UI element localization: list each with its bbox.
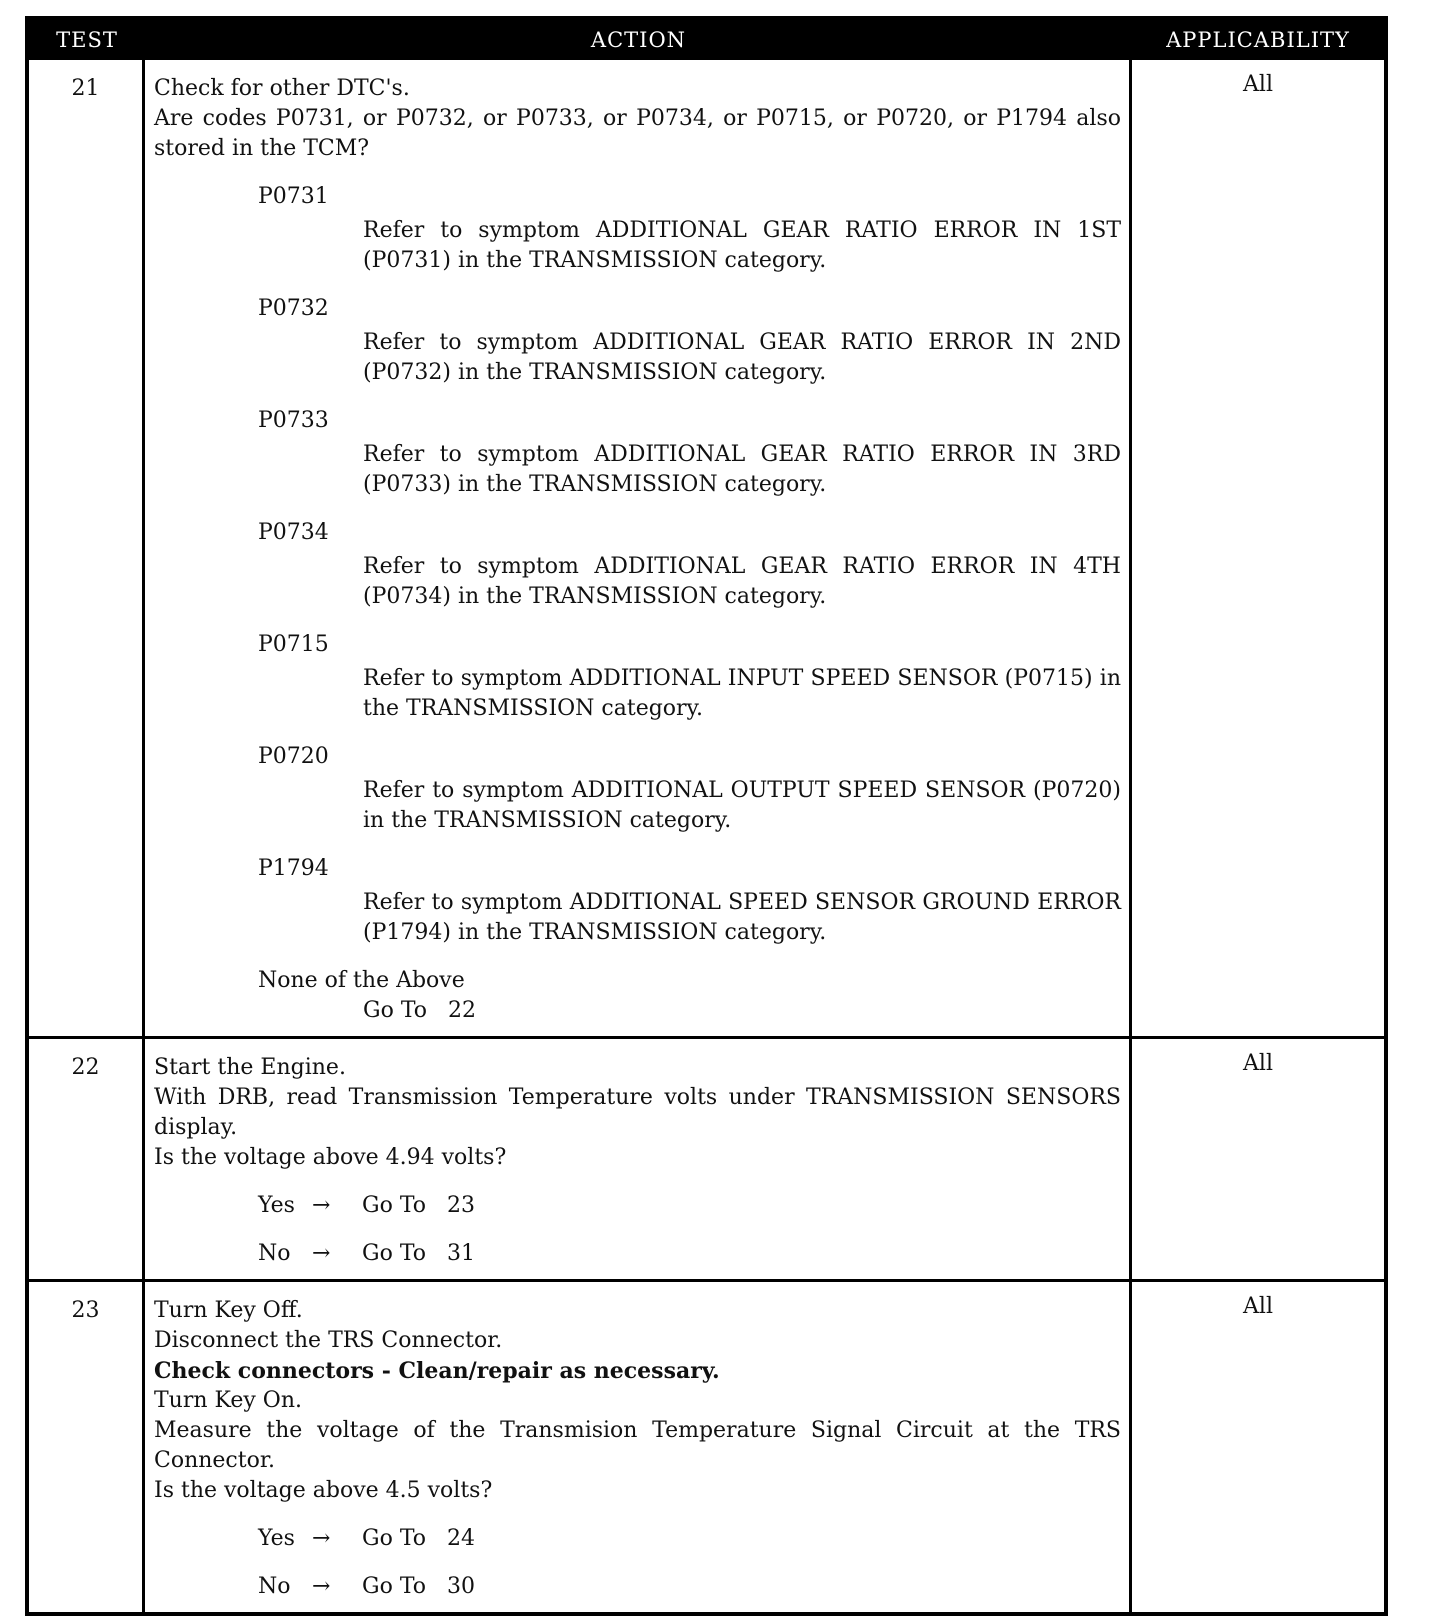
action-line: Is the voltage above 4.5 volts? [154, 1478, 493, 1503]
answer-key: No [258, 1574, 291, 1599]
dtc-reference: Refer to symptom ADDITIONAL OUTPUT SPEED SENSOR (P0720) in the TRANSMISSION category. [363, 778, 1121, 833]
answer-yes [258, 1191, 1121, 1221]
action-line: Start the Engine. [154, 1055, 346, 1080]
table-row [29, 1279, 1384, 1612]
answer-key: Yes [258, 1526, 295, 1551]
action-cell [145, 1039, 1132, 1279]
dtc-code: P0733 [258, 408, 329, 433]
applicability-value: All [1243, 1294, 1273, 1319]
arrow-right-icon: → [312, 1526, 331, 1551]
header-applicability: APPLICABILITY [1166, 28, 1350, 52]
dtc-reference: Refer to symptom ADDITIONAL SPEED SENSOR GROUND ERROR (P1794) in the TRANSMISSION category. [363, 890, 1121, 945]
answer-key: Yes [258, 1193, 295, 1218]
applicability-value: All [1243, 72, 1273, 97]
dtc-reference: Refer to symptom ADDITIONAL GEAR RATIO ERROR IN 4TH (P0734) in the TRANSMISSION category. [363, 554, 1121, 609]
action-line: Disconnect the TRS Connector. [154, 1328, 503, 1353]
answer-yes [258, 1524, 1121, 1554]
dtc-reference: Refer to symptom ADDITIONAL GEAR RATIO ERROR IN 1ST (P0731) in the TRANSMISSION category. [363, 218, 1121, 273]
arrow-right-icon: → [312, 1574, 331, 1599]
action-cell [145, 1282, 1132, 1612]
goto-step: Go To 23 [362, 1193, 475, 1218]
arrow-right-icon: → [312, 1241, 331, 1266]
arrow-right-icon: → [312, 1193, 331, 1218]
action-line-bold: Check connectors - Clean/repair as necessary. [154, 1358, 720, 1384]
header-action: ACTION [590, 28, 687, 52]
header-test: TEST [56, 28, 118, 52]
test-number: 23 [29, 1282, 145, 1612]
none-of-above-label: None of the Above [258, 968, 465, 993]
dtc-reference: Refer to symptom ADDITIONAL INPUT SPEED SENSOR (P0715) in the TRANSMISSION category. [363, 666, 1121, 721]
dtc-code: P0720 [258, 744, 329, 769]
test-number: 21 [29, 60, 145, 1036]
dtc-code: P0732 [258, 296, 329, 321]
answer-no [258, 1572, 1121, 1602]
dtc-code: P1794 [258, 856, 329, 881]
goto-step: Go To 24 [362, 1526, 475, 1551]
action-line: Measure the voltage of the Transmision Temperature Signal Circuit at the TRS Connector. [154, 1418, 1121, 1473]
table-row [29, 60, 1384, 1036]
table-header [29, 20, 1384, 60]
diagnostic-table [25, 16, 1388, 1616]
action-line: Check for other DTC's. [154, 76, 410, 101]
table-row [29, 1036, 1384, 1279]
action-line: Is the voltage above 4.94 volts? [154, 1145, 507, 1170]
action-cell [145, 60, 1132, 1036]
action-line: Turn Key On. [154, 1388, 303, 1413]
action-line: Are codes P0731, or P0732, or P0733, or P0734, or P0715, or P0720, or P1794 also stored in the TCM? [154, 106, 1121, 161]
dtc-code: P0715 [258, 632, 329, 657]
action-line: With DRB, read Transmission Temperature volts under TRANSMISSION SENSORS display. [154, 1085, 1121, 1140]
answer-key: No [258, 1241, 291, 1266]
dtc-reference: Refer to symptom ADDITIONAL GEAR RATIO ERROR IN 3RD (P0733) in the TRANSMISSION category. [363, 442, 1121, 497]
applicability-value: All [1243, 1051, 1273, 1076]
answer-no [258, 1239, 1121, 1269]
action-line: Turn Key Off. [154, 1298, 303, 1323]
goto-step: Go To 30 [362, 1574, 475, 1599]
goto-step: Go To 22 [363, 998, 476, 1023]
dtc-reference: Refer to symptom ADDITIONAL GEAR RATIO ERROR IN 2ND (P0732) in the TRANSMISSION category. [363, 330, 1121, 385]
goto-step: Go To 31 [362, 1241, 475, 1266]
dtc-code: P0731 [258, 184, 329, 209]
dtc-code: P0734 [258, 520, 329, 545]
test-number: 22 [29, 1039, 145, 1279]
